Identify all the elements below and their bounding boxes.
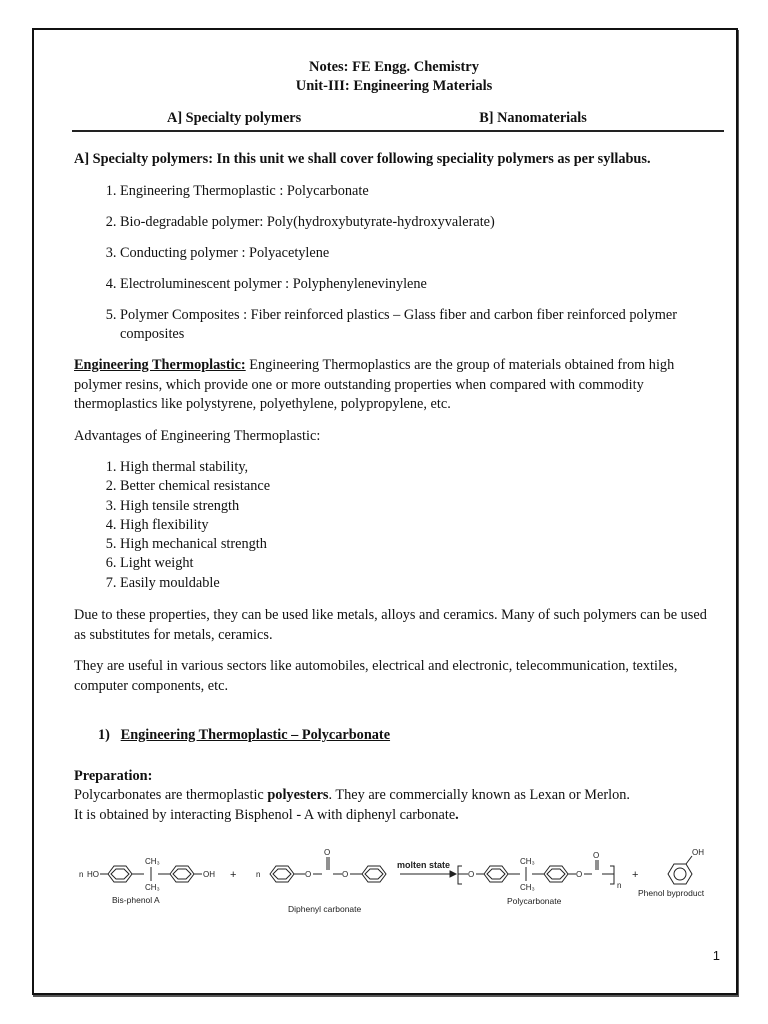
list-item: 6. Light weight <box>120 554 714 573</box>
phenol-label: Phenol byproduct <box>638 888 705 898</box>
subsection-heading <box>74 726 714 746</box>
oh-group: OH <box>203 870 215 879</box>
sectors-paragraph: They are useful in various sectors like automobiles, electrical and electronic, telecommunication, textiles, computer components, etc. <box>74 658 678 694</box>
plus-sign: + <box>632 869 639 881</box>
doc-subtitle: Unit-III: Engineering Materials <box>295 78 493 94</box>
methyl-bottom: CH₃ <box>145 883 160 892</box>
preparation-text-end: . They are commercially known as Lexan or Merlon. <box>328 787 630 804</box>
list-item: 4. Electroluminescent polymer : Polyphenylenevinylene <box>120 275 714 295</box>
doc-title: Notes: FE Engg. Chemistry <box>309 59 479 75</box>
list-item: 2. Bio-degradable polymer: Poly(hydroxybutyrate-hydroxyvalerate) <box>120 213 714 233</box>
eng-thermoplastic-paragraph <box>74 356 714 415</box>
list-item: 3. Conducting polymer : Polyacetylene <box>120 244 714 264</box>
list-item: 1. High thermal stability, <box>120 458 714 477</box>
preparation-line-1 <box>74 786 714 806</box>
methyl-bottom: CH₃ <box>520 883 535 892</box>
preparation-heading: Preparation: <box>74 767 153 784</box>
subsection-title: Engineering Thermoplastic – Polycarbonate <box>120 727 391 744</box>
section-a-heading: A] Specialty polymers <box>167 110 302 126</box>
oxygen-atom: O <box>305 870 312 879</box>
diphenyl-label: Diphenyl carbonate <box>288 904 362 914</box>
bisphenol-label: Bis-phenol A <box>112 895 160 905</box>
oh-group: OH <box>692 848 704 857</box>
n-coefficient: n <box>256 870 261 879</box>
eng-thermoplastic-term: Engineering Thermoplastic: <box>74 357 246 373</box>
preparation-text-2: It is obtained by interacting Bisphenol - A with diphenyl carbonate <box>74 806 456 823</box>
list-item: 4. High flexibility <box>120 516 714 535</box>
advantages-heading: Advantages of Engineering Thermoplastic: <box>74 427 321 444</box>
page-number: 1 <box>712 948 720 963</box>
oxygen-atom: O <box>576 870 583 879</box>
methyl-top: CH₃ <box>145 857 160 866</box>
eng-thermoplastic-definition: Engineering Thermoplastics are the group of materials obtained from high polymer resins, which provide one or more outstanding properties when compared with commodity thermoplastics like polystyrene, polyethylene, polypropylene, etc. <box>74 357 675 412</box>
syllabus-list <box>74 182 714 345</box>
list-item: 1. Engineering Thermoplastic : Polycarbonate <box>120 182 714 202</box>
document-body <box>74 58 714 825</box>
preparation-line-2 <box>74 806 714 826</box>
polycarbonate-reaction-diagram <box>70 842 730 922</box>
oxygen-atom: O <box>324 848 331 857</box>
oxygen-atom: O <box>342 870 349 879</box>
section-headings <box>74 110 714 128</box>
list-item: 5. High mechanical strength <box>120 535 714 554</box>
plus-sign: + <box>230 869 237 881</box>
repeat-unit-n: n <box>617 881 622 890</box>
preparation-period: . <box>455 806 459 823</box>
advantages-list <box>74 458 714 593</box>
oxygen-atom: O <box>468 870 475 879</box>
oxygen-atom: O <box>593 851 600 860</box>
reaction-condition: molten state <box>397 860 451 870</box>
n-coefficient: n <box>79 870 84 879</box>
intro-paragraph: A] Specialty polymers: In this unit we shall cover following speciality polymers as per syllabus. <box>74 151 651 167</box>
ho-group: HO <box>87 870 99 879</box>
list-item: 2. Better chemical resistance <box>120 477 714 496</box>
list-item: 5. Polymer Composites : Fiber reinforced plastics – Glass fiber and carbon fiber reinforced polymer composites <box>120 306 714 345</box>
polyesters-term: polyesters <box>267 787 329 804</box>
subsection-number: 1) <box>98 727 110 744</box>
polycarbonate-label: Polycarbonate <box>507 896 562 906</box>
properties-paragraph: Due to these properties, they can be used like metals, alloys and ceramics. Many of such polymers can be used as substitutes for metals, ceramics. <box>74 607 707 643</box>
list-item: 7. Easily mouldable <box>120 574 714 593</box>
section-b-heading: B] Nanomaterials <box>479 110 587 126</box>
preparation-text: Polycarbonates are thermoplastic <box>74 787 268 804</box>
list-item: 3. High tensile strength <box>120 497 714 516</box>
methyl-top: CH₃ <box>520 857 535 866</box>
